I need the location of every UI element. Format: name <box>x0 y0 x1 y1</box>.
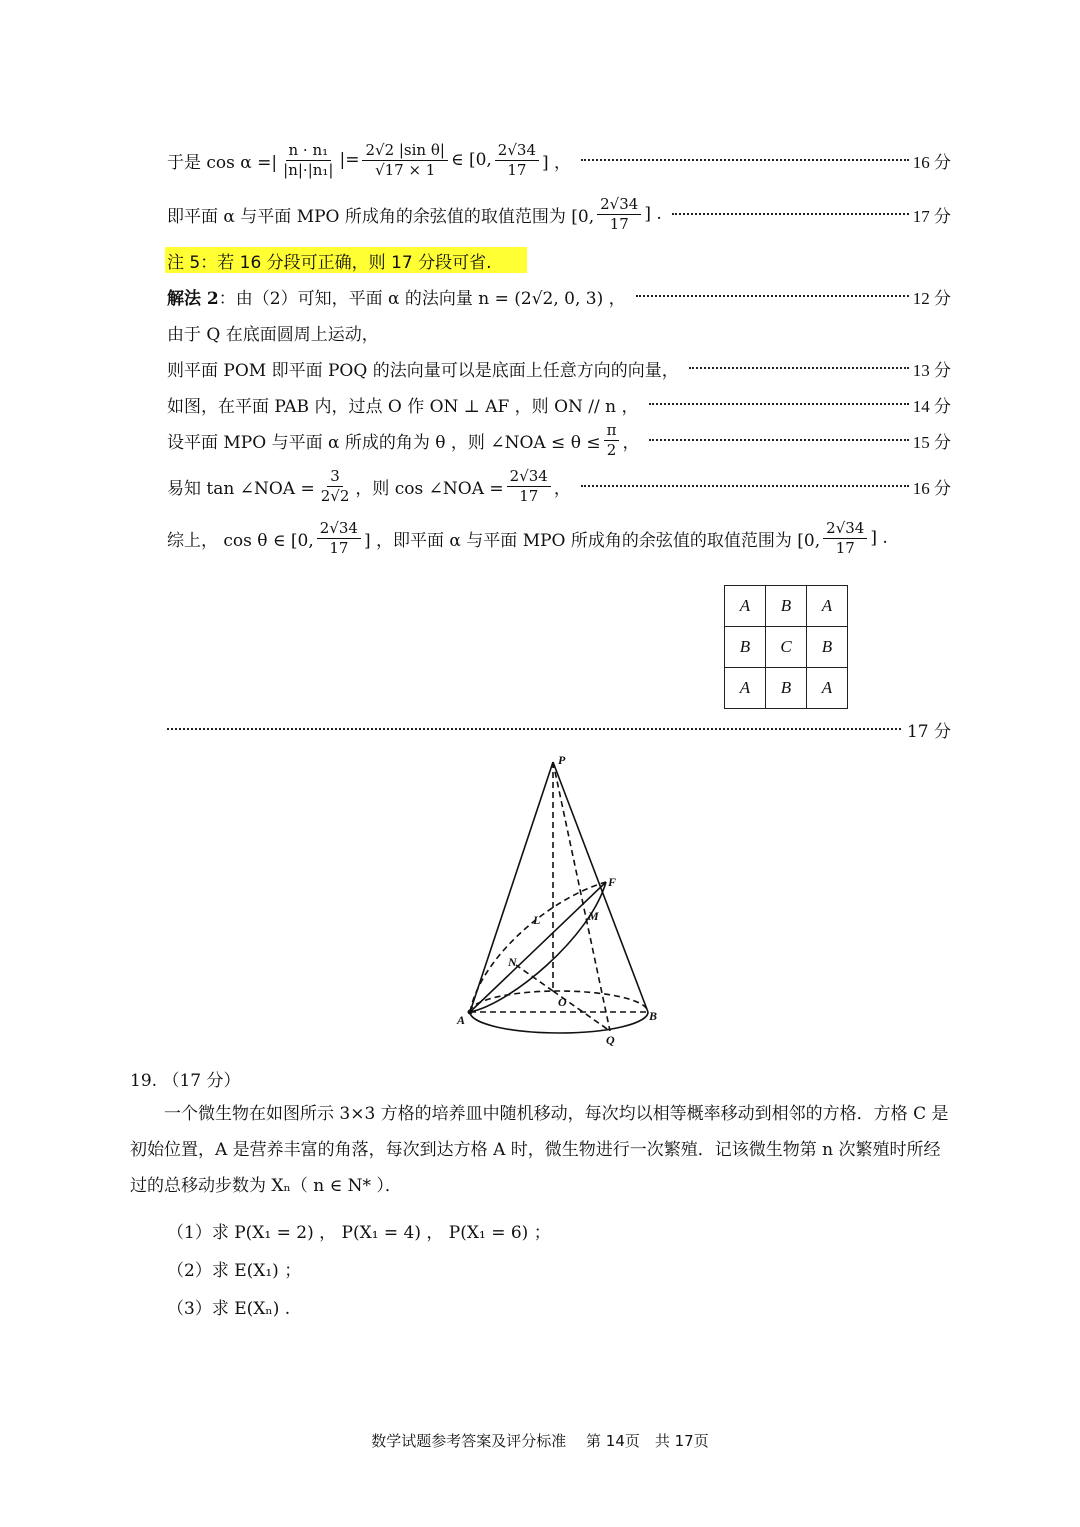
solution-line-5 <box>167 348 951 388</box>
grid-cell: A <box>807 668 848 709</box>
fraction-numerator: 3 <box>327 467 343 487</box>
l7-tail: ， <box>622 432 640 453</box>
l5-text: 则平面 POM 即平面 POQ 的法向量可以是底面上任意方向的向量， <box>167 360 679 381</box>
fraction <box>604 421 620 460</box>
fraction-numerator: 2√34 <box>823 519 867 539</box>
l8-tail: ， <box>553 478 571 499</box>
l4-text: 由于 Q 在底面圆周上运动， <box>167 324 379 345</box>
fraction-denominator: 17 <box>507 160 527 179</box>
dotted-rule <box>167 717 951 741</box>
fraction-numerator: 2√34 <box>317 519 361 539</box>
grid-row <box>725 627 848 668</box>
l9-a: 综上， cos θ ∈ [0, <box>167 530 314 551</box>
l9-tail: ] . <box>870 528 888 548</box>
l1-in: ∈ [0, <box>450 150 492 170</box>
grid-cell: C <box>766 627 807 668</box>
score-label: 14 分 <box>912 396 951 416</box>
subquestion-2: （2）求 E(X₁) ； <box>167 1261 302 1281</box>
l2-text: 即平面 α 与平面 MPO 所成角的余弦值的取值范围为 [0, <box>167 206 595 227</box>
subquestion-3: （3）求 E(Xₙ) . <box>167 1299 291 1319</box>
score-label: 13 分 <box>912 360 951 380</box>
label-n: N <box>508 955 517 969</box>
dot-leader <box>167 728 901 730</box>
fraction-denominator: 17 <box>835 538 855 557</box>
grid-cell: A <box>807 586 848 627</box>
fraction-denominator: 2√2 <box>320 486 350 505</box>
fraction <box>280 141 336 180</box>
grid-row <box>725 586 848 627</box>
dot-leader <box>649 403 909 405</box>
solution-line-3 <box>167 276 951 316</box>
fraction <box>318 467 353 506</box>
point-a <box>468 1010 473 1015</box>
fraction-numerator: π <box>604 421 620 441</box>
grid-cell: B <box>725 627 766 668</box>
fraction <box>507 467 551 506</box>
score-label: 15 分 <box>912 432 951 452</box>
cone-edge-pa <box>470 762 553 1012</box>
l6-text: 如图，在平面 PAB 内，过点 O 作 ON ⊥ AF ，则 ON // n ， <box>167 396 639 417</box>
score-label: 16 分 <box>912 152 951 172</box>
fraction <box>317 519 361 558</box>
label-o: O <box>558 995 567 1009</box>
label-a: A <box>457 1013 466 1027</box>
l9-b: ] ，即平面 α 与平面 MPO 所成角的余弦值的取值范围为 [0, <box>363 530 821 551</box>
fraction-numerator: 2√2 |sin θ| <box>362 141 447 161</box>
solution-line-1 <box>167 140 951 180</box>
l1-mid: |= <box>339 150 360 170</box>
grid-cell: B <box>807 627 848 668</box>
grid-cell: B <box>766 586 807 627</box>
l1-prefix: 于是 cos α =| <box>167 152 278 173</box>
l7-text: 设平面 MPO 与平面 α 所成的角为 θ ，则 ∠NOA ≤ θ ≤ <box>167 432 601 453</box>
solution-line-4 <box>167 312 951 352</box>
cone-figure <box>440 748 680 1048</box>
fraction-numerator: 2√34 <box>507 467 551 487</box>
fraction-numerator: 2√34 <box>495 141 539 161</box>
highlighted-note: 注 5：若 16 分段可正确，则 17 分段可省. <box>165 247 527 273</box>
l2-tail: ] . <box>644 204 662 224</box>
solution-line-2 <box>167 194 951 234</box>
grid-cell: B <box>766 668 807 709</box>
base-front-arc <box>470 1012 648 1033</box>
grid-row <box>725 668 848 709</box>
dot-leader <box>689 367 909 369</box>
label-b: B <box>649 1009 658 1023</box>
method-label: 解法 2 <box>167 288 219 309</box>
fraction-numerator: n · n₁ <box>286 141 332 161</box>
grid-cell: A <box>725 586 766 627</box>
segment-on <box>516 965 553 991</box>
grid-cell: A <box>725 668 766 709</box>
label-f: F <box>608 875 617 889</box>
solution-line-7 <box>167 420 951 460</box>
fraction-denominator: 17 <box>609 214 629 233</box>
fraction-denominator: 17 <box>519 486 539 505</box>
score-label: 17 分 <box>906 721 951 742</box>
solution-line-8 <box>167 466 951 506</box>
subquestion-1: （1）求 P(X₁ = 2) ， P(X₁ = 4) ， P(X₁ = 6) ； <box>167 1223 551 1243</box>
label-p: P <box>558 753 566 767</box>
fraction-denominator: |n|·|n₁| <box>283 160 334 179</box>
fraction-denominator: √17 × 1 <box>375 160 436 179</box>
dot-leader <box>581 159 909 161</box>
fraction <box>495 141 539 180</box>
label-q: Q <box>606 1033 615 1047</box>
dot-leader <box>581 485 909 487</box>
petri-grid <box>724 585 848 709</box>
question-paragraph: 一个微生物在如图所示 3×3 方格的培养皿中随机移动，每次均以相等概率移动到相邻的方格．方格 C 是初始位置，A 是营养丰富的角落，每次到达方格 A 时，微生物进行一次繁殖．记该微生物第 n 次繁殖时所经过的总移动步数为 Xₙ（ n ∈ N* ）． <box>130 1104 949 1196</box>
solution-line-6 <box>167 384 951 424</box>
fraction-numerator: 2√34 <box>597 195 641 215</box>
solution-line-9 <box>167 518 951 558</box>
score-label: 12 分 <box>912 288 951 308</box>
fraction <box>597 195 641 234</box>
dot-leader <box>649 439 908 441</box>
label-m: M <box>588 909 599 923</box>
fraction <box>362 141 447 180</box>
dot-leader <box>636 295 909 297</box>
l1-tail: ] ， <box>542 152 572 173</box>
l8-mid: ，则 cos ∠NOA = <box>355 478 504 499</box>
dot-leader <box>672 213 909 215</box>
fraction <box>823 519 867 558</box>
question-heading: 19. （17 分） <box>130 1071 241 1091</box>
l8-text: 易知 tan ∠NOA = <box>167 478 315 499</box>
score-label: 17 分 <box>912 206 951 226</box>
score-label: 16 分 <box>912 478 951 498</box>
fraction-denominator: 17 <box>329 538 349 557</box>
l3-text: ：由（2）可知，平面 α 的法向量 n = (2√2, 0, 3) ， <box>218 288 626 309</box>
page-footer: 数学试题参考答案及评分标准 第 14页 共 17页 <box>371 1432 709 1450</box>
label-l: L <box>533 913 541 927</box>
fraction-denominator: 2 <box>606 440 617 459</box>
